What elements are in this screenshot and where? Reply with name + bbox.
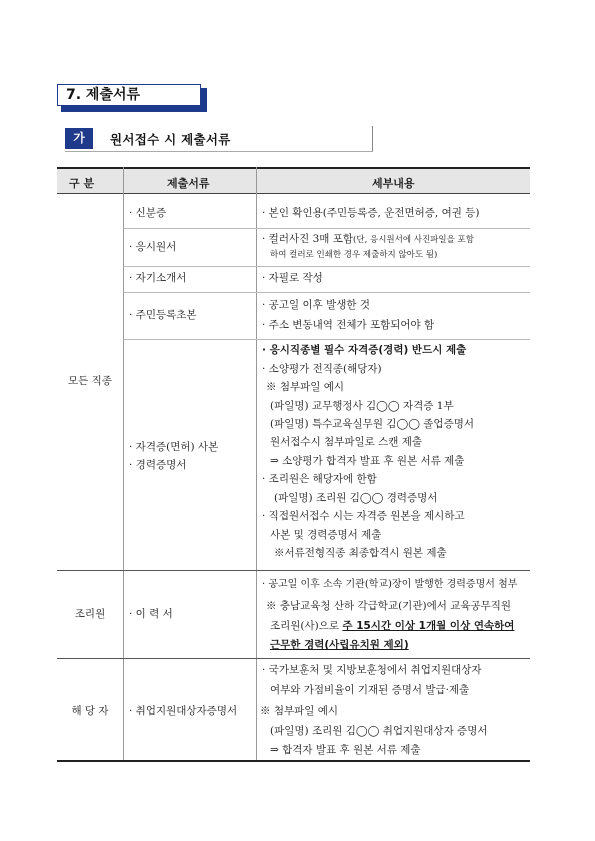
subsection-divider [372,126,373,151]
category-eligible: 해 당 자 [71,705,109,717]
doc-resident-abstract: · 주민등록초본 [129,309,197,321]
detail-cook-2: ※ 충남교육청 산하 각급학교(기관)에서 교육공무직원 [266,600,512,612]
detail-resident-1: · 공고일 이후 발생한 것 [262,299,370,311]
subsection-underline [65,151,373,152]
category-cook: 조리원 [74,608,106,620]
row-divider [123,292,530,293]
detail-license-11: 사본 및 경력증명서 제출 [270,529,382,541]
detail-application-2: 하여 컬러로 인쇄한 경우 제출하지 않아도 됨) [270,250,438,260]
detail-license-7: ⇒ 소양평가 합격자 발표 후 원본 서류 제출 [270,455,465,467]
doc-self-intro: · 자기소개서 [129,272,187,284]
doc-id: · 신분증 [129,207,167,219]
detail-license-4: (파일명) 교무행정사 김◯◯ 자격증 1부 [270,400,454,412]
detail-cook-1: · 공고일 이후 소속 기관(학교)장이 발행한 경력증명서 첨부 [262,579,518,590]
subsection-badge: 가 [65,128,93,149]
detail-license-10: · 직접원서접수 시는 자격증 원본을 제시하고 [262,510,465,522]
detail-cook-4: 근무한 경력(사립유치원 제외) [270,639,409,651]
detail-self-intro: · 자필로 작성 [262,272,323,284]
doc-career-certificate: · 경력증명서 [129,459,187,471]
header-details: 세부내용 [372,177,415,190]
row-divider [123,228,530,229]
doc-license-copy: · 자격증(면허) 사본 [129,441,219,453]
table-bottom-rule [57,760,530,762]
detail-license-2: · 소양평가 전직종(해당자) [262,363,382,375]
detail-id: · 본인 확인용(주민등록증, 운전면허증, 여권 등) [262,207,480,219]
detail-license-6: 원서접수시 첨부파일로 스캔 제출 [270,436,423,448]
group-divider [57,658,530,659]
header-category: 구 분 [69,177,95,190]
header-documents: 제출서류 [167,177,210,190]
doc-employment-support: · 취업지원대상자증명서 [129,705,238,717]
doc-application: · 응시원서 [129,241,177,253]
subsection-title: 원서접수 시 제출서류 [110,132,231,147]
detail-eligible-5: ⇒ 합격자 발표 후 원본 서류 제출 [270,744,421,756]
detail-license-5: (파일명) 특수교육실무원 김◯◯ 졸업증명서 [270,418,474,430]
detail-license-8: · 조리원은 해당자에 한함 [262,473,377,485]
detail-license-1: · 응시직종별 필수 자격증(경력) 반드시 제출 [262,344,467,356]
detail-cook-3: 조리원(사)으로 주 15시간 이상 1개월 이상 연속하여 [270,620,515,632]
doc-resume: · 이 력 서 [129,608,173,620]
table-header [57,167,530,194]
group-divider [57,570,530,571]
detail-license-3: ※ 첨부파일 예시 [266,381,345,393]
detail-application-1: · 컬러사진 3매 포함(단, 응시원서에 사진파일을 포함 [262,233,474,245]
detail-license-12: ※서류전형직종 최종합격시 원본 제출 [274,547,447,559]
detail-eligible-2: 여부와 가점비율이 기재된 증명서 발급·제출 [270,684,470,696]
column-divider [123,167,124,762]
row-divider [123,266,530,267]
section-heading [57,84,205,110]
category-all: 모든 직종 [68,375,112,387]
detail-eligible-4: (파일명) 조리원 김◯◯ 취업지원대상자 증명서 [270,725,488,737]
column-divider [256,167,257,762]
section-title: 7. 제출서류 [57,84,201,106]
row-divider [123,339,530,340]
detail-eligible-1: · 국가보훈처 및 지방보훈청에서 취업지원대상자 [262,664,482,676]
detail-resident-2: · 주소 변동내역 전체가 포함되어야 함 [262,319,435,331]
detail-eligible-3: ※ 첨부파일 예시 [260,705,339,717]
detail-license-9: (파일명) 조리원 김◯◯ 경력증명서 [274,492,438,504]
